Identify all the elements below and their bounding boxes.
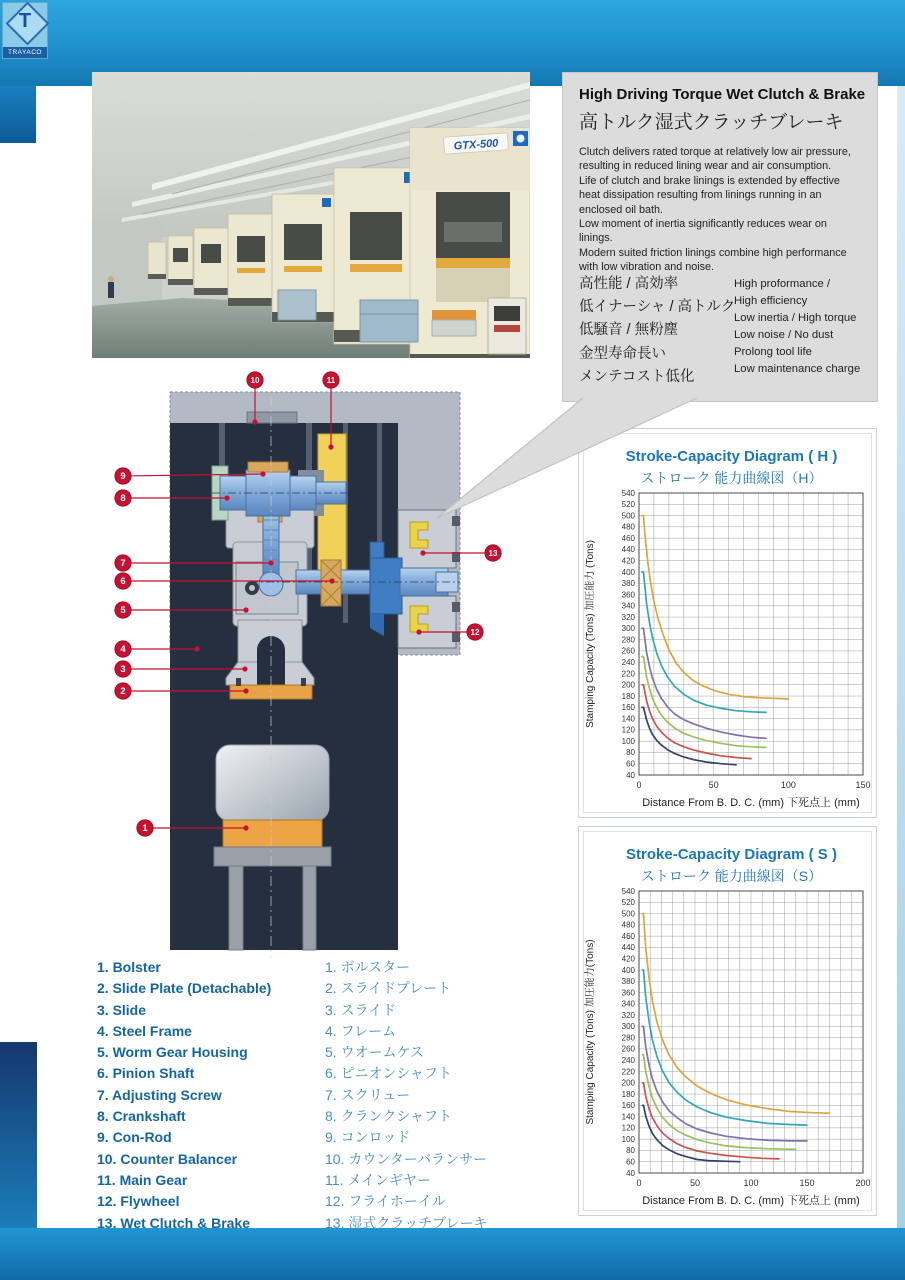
svg-text:80: 80: [626, 748, 635, 758]
callout-number: 5: [120, 605, 126, 616]
svg-text:180: 180: [621, 1089, 635, 1099]
svg-text:0: 0: [636, 1178, 642, 1188]
factory-photo: [92, 72, 530, 358]
part-item-en: 12. Flywheel: [97, 1193, 180, 1210]
machine-label: GTX-500: [453, 137, 499, 153]
svg-text:150: 150: [855, 780, 871, 790]
svg-text:280: 280: [621, 635, 635, 645]
diagram-part-flywheel: [398, 596, 460, 648]
callout-number: 9: [120, 471, 126, 482]
part-item-en: 13. Wet Clutch & Brake: [97, 1214, 251, 1231]
svg-text:140: 140: [621, 1112, 635, 1122]
svg-text:0: 0: [636, 780, 642, 790]
svg-text:200: 200: [621, 1078, 635, 1088]
series-160t: [642, 1105, 739, 1161]
press-5: [194, 228, 228, 295]
svg-text:160: 160: [621, 1101, 635, 1111]
logo-company-name: TRAYACO: [3, 47, 47, 58]
diagram-part-con-rod-cap: [248, 462, 288, 472]
chart-grid: [639, 891, 863, 1173]
part-item-en: 4. Steel Frame: [97, 1022, 192, 1039]
feature-ja-line: 低騒音 / 無粉塵: [579, 322, 679, 339]
info-title-ja: 高トルク湿式クラッチブレーキ: [579, 112, 844, 133]
left-blue-block: [0, 86, 36, 143]
svg-text:420: 420: [621, 954, 635, 964]
part-item-en: 9. Con-Rod: [97, 1129, 172, 1146]
svg-text:500: 500: [621, 909, 635, 919]
feature-en-line: High efficiency: [734, 294, 808, 307]
info-body-text: Clutch delivers rated torque at relatively low air pressure, resulting in reduced lining wear and air consumption. Life of clutch and brake linings is extended by effective heat dissipation resulting from linings running in an enclosed oil bath. Low moment of inertia significantly reduces wear on linings. Modern suited friction linings combine high performance with low vibration and noise.: [579, 146, 851, 274]
part-item-en: 11. Main Gear: [97, 1171, 188, 1188]
svg-text:520: 520: [621, 898, 635, 908]
svg-text:400: 400: [621, 965, 635, 975]
chart-x-axis-label: Distance From B. D. C. (mm) 下死点上 (mm): [642, 1195, 860, 1207]
right-edge-strip: [897, 86, 905, 1228]
chart-grid: [639, 493, 863, 775]
svg-text:220: 220: [621, 1067, 635, 1077]
svg-text:360: 360: [621, 590, 635, 600]
svg-text:380: 380: [621, 977, 635, 987]
logo-t-icon: T: [18, 10, 32, 32]
callout-number: 6: [120, 576, 126, 587]
chart-y-tick-labels: [622, 887, 636, 1178]
features-ja: [579, 273, 735, 389]
parts-list-english: [97, 957, 327, 1234]
part-item-ja: 6. ピニオンシャフト: [325, 1065, 452, 1082]
svg-text:100: 100: [621, 736, 635, 746]
svg-text:40: 40: [626, 1168, 635, 1178]
series-300t: [642, 628, 766, 738]
part-item-en: 3. Slide: [97, 1001, 147, 1018]
svg-text:220: 220: [621, 669, 635, 679]
feature-en-line: Low noise / No dust: [734, 328, 834, 341]
part-item-en: 10. Counter Balancer: [97, 1150, 238, 1167]
chart-x-tick-labels: [636, 1178, 870, 1188]
svg-text:160: 160: [621, 703, 635, 713]
press-7: [148, 242, 166, 279]
feature-en-line: Prolong tool life: [734, 345, 812, 358]
part-item-ja: 10. カウンターバランサー: [325, 1150, 488, 1167]
callout-number: 10: [250, 376, 260, 385]
svg-text:60: 60: [626, 1157, 635, 1167]
feature-ja-line: メンテコスト低化: [579, 368, 695, 385]
svg-text:100: 100: [780, 780, 796, 790]
part-item-ja: 5. ウオームケス: [325, 1044, 425, 1061]
svg-text:100: 100: [743, 1178, 759, 1188]
svg-text:300: 300: [621, 624, 635, 634]
svg-text:440: 440: [621, 545, 635, 555]
feature-ja-line: 高性能 / 高効率: [579, 276, 679, 292]
part-item-en: 8. Crankshaft: [97, 1108, 186, 1125]
svg-text:520: 520: [621, 500, 635, 510]
features-en: [734, 276, 860, 377]
chart-plot-border: [639, 493, 863, 775]
part-item-ja: 11. メインギヤー: [325, 1171, 432, 1188]
callout-number: 1: [142, 823, 148, 834]
callout-number: 13: [488, 549, 498, 558]
part-item-ja: 9. コンロッド: [325, 1129, 411, 1146]
info-box-pointer: [430, 396, 710, 526]
part-item-en: 2. Slide Plate (Detachable): [97, 980, 272, 997]
callout-number: 12: [470, 628, 480, 637]
svg-text:260: 260: [621, 646, 635, 656]
svg-text:280: 280: [621, 1033, 635, 1043]
svg-text:40: 40: [626, 770, 635, 780]
svg-text:500: 500: [621, 511, 635, 521]
svg-text:180: 180: [621, 691, 635, 701]
feature-ja-line: 低イナーシャ / 高トルク: [579, 299, 736, 316]
svg-text:480: 480: [621, 522, 635, 532]
chart-y-tick-labels: [622, 489, 636, 780]
callout-number: 3: [120, 664, 126, 675]
series-400t: [642, 572, 766, 712]
series-250t: [642, 657, 766, 748]
svg-text:420: 420: [621, 556, 635, 566]
chart-y-axis-label: Stamping Capacity (Tons) 加圧能力(Tons): [585, 939, 596, 1125]
svg-text:340: 340: [621, 999, 635, 1009]
callout-number: 4: [120, 644, 126, 655]
callout-number: 7: [120, 558, 126, 569]
svg-text:100: 100: [621, 1134, 635, 1144]
svg-text:320: 320: [621, 612, 635, 622]
feature-en-line: Low inertia / High torque: [734, 311, 857, 324]
svg-text:460: 460: [621, 931, 635, 941]
part-item-en: 5. Worm Gear Housing: [97, 1044, 248, 1061]
part-item-ja: 8. クランクシャフト: [325, 1108, 453, 1125]
bottom-blue-band: [0, 1228, 905, 1280]
chart-title-en: Stroke-Capacity Diagram ( S ): [626, 846, 837, 863]
svg-text:460: 460: [621, 533, 635, 543]
svg-text:440: 440: [621, 943, 635, 953]
chart-title-ja: ストローク 能力曲線図（H）: [640, 470, 823, 486]
svg-text:300: 300: [621, 1022, 635, 1032]
info-title-en: High Driving Torque Wet Clutch & Brake: [579, 86, 866, 103]
part-item-ja: 2. スライドプレート: [325, 980, 452, 997]
part-item-en: 7. Adjusting Screw: [97, 1086, 222, 1103]
svg-text:150: 150: [799, 1178, 815, 1188]
callout-number: 2: [120, 686, 126, 697]
company-logo: [2, 2, 48, 59]
svg-text:240: 240: [621, 1056, 635, 1065]
svg-text:200: 200: [621, 680, 635, 690]
svg-text:360: 360: [621, 988, 635, 998]
chart-x-tick-labels: [636, 780, 870, 790]
svg-text:480: 480: [621, 920, 635, 930]
svg-text:80: 80: [626, 1146, 635, 1156]
part-item-en: 1. Bolster: [97, 959, 161, 975]
parts-list-japanese: [325, 957, 545, 1234]
svg-text:120: 120: [621, 1123, 635, 1133]
diagram-part-slide: [216, 745, 329, 821]
stroke-capacity-chart-s: [578, 826, 877, 1216]
chart-title-ja: ストローク 能力曲線図（S）: [640, 868, 823, 884]
chart-x-axis-label: Distance From B. D. C. (mm) 下死点上 (mm): [642, 797, 860, 809]
callout-number: 11: [326, 376, 336, 385]
part-item-ja: 13. 湿式クラッチブレーキ: [325, 1214, 488, 1231]
svg-text:200: 200: [855, 1178, 871, 1188]
callout-number: 8: [120, 493, 126, 504]
chart-series: [642, 516, 788, 765]
svg-text:340: 340: [621, 601, 635, 611]
press-4: [228, 214, 274, 306]
chart-svg-S: [579, 827, 876, 1215]
svg-text:260: 260: [621, 1044, 635, 1054]
chart-y-axis-label: Stamping Capacity (Tons) 加圧能力 (Tons): [585, 540, 596, 728]
svg-text:240: 240: [621, 658, 635, 667]
part-item-ja: 12. フライホーイル: [325, 1193, 446, 1210]
svg-text:380: 380: [621, 579, 635, 589]
chart-title-en: Stroke-Capacity Diagram ( H ): [625, 448, 838, 465]
part-item-ja: 3. スライド: [325, 1001, 397, 1018]
svg-text:60: 60: [626, 759, 635, 769]
series-400t: [642, 970, 807, 1125]
part-item-ja: 4. フレーム: [325, 1022, 397, 1039]
press-6: [168, 236, 193, 285]
part-item-ja: 7. スクリュー: [325, 1086, 411, 1103]
svg-text:540: 540: [621, 488, 635, 498]
svg-text:320: 320: [621, 1010, 635, 1020]
diagram-part-bolster: [223, 820, 322, 847]
feature-en-line: High proformance /: [734, 278, 831, 290]
svg-text:400: 400: [621, 567, 635, 577]
svg-text:120: 120: [621, 725, 635, 735]
feature-info-box: [562, 72, 878, 402]
svg-text:50: 50: [689, 1178, 701, 1188]
feature-en-line: Low maintenance charge: [734, 362, 861, 375]
svg-text:540: 540: [621, 886, 635, 896]
part-item-en: 6. Pinion Shaft: [97, 1065, 195, 1082]
svg-text:50: 50: [708, 780, 719, 790]
part-item-ja: 1. ボルスター: [325, 959, 411, 975]
feature-ja-line: 金型寿命長い: [579, 345, 666, 362]
svg-text:140: 140: [621, 714, 635, 724]
